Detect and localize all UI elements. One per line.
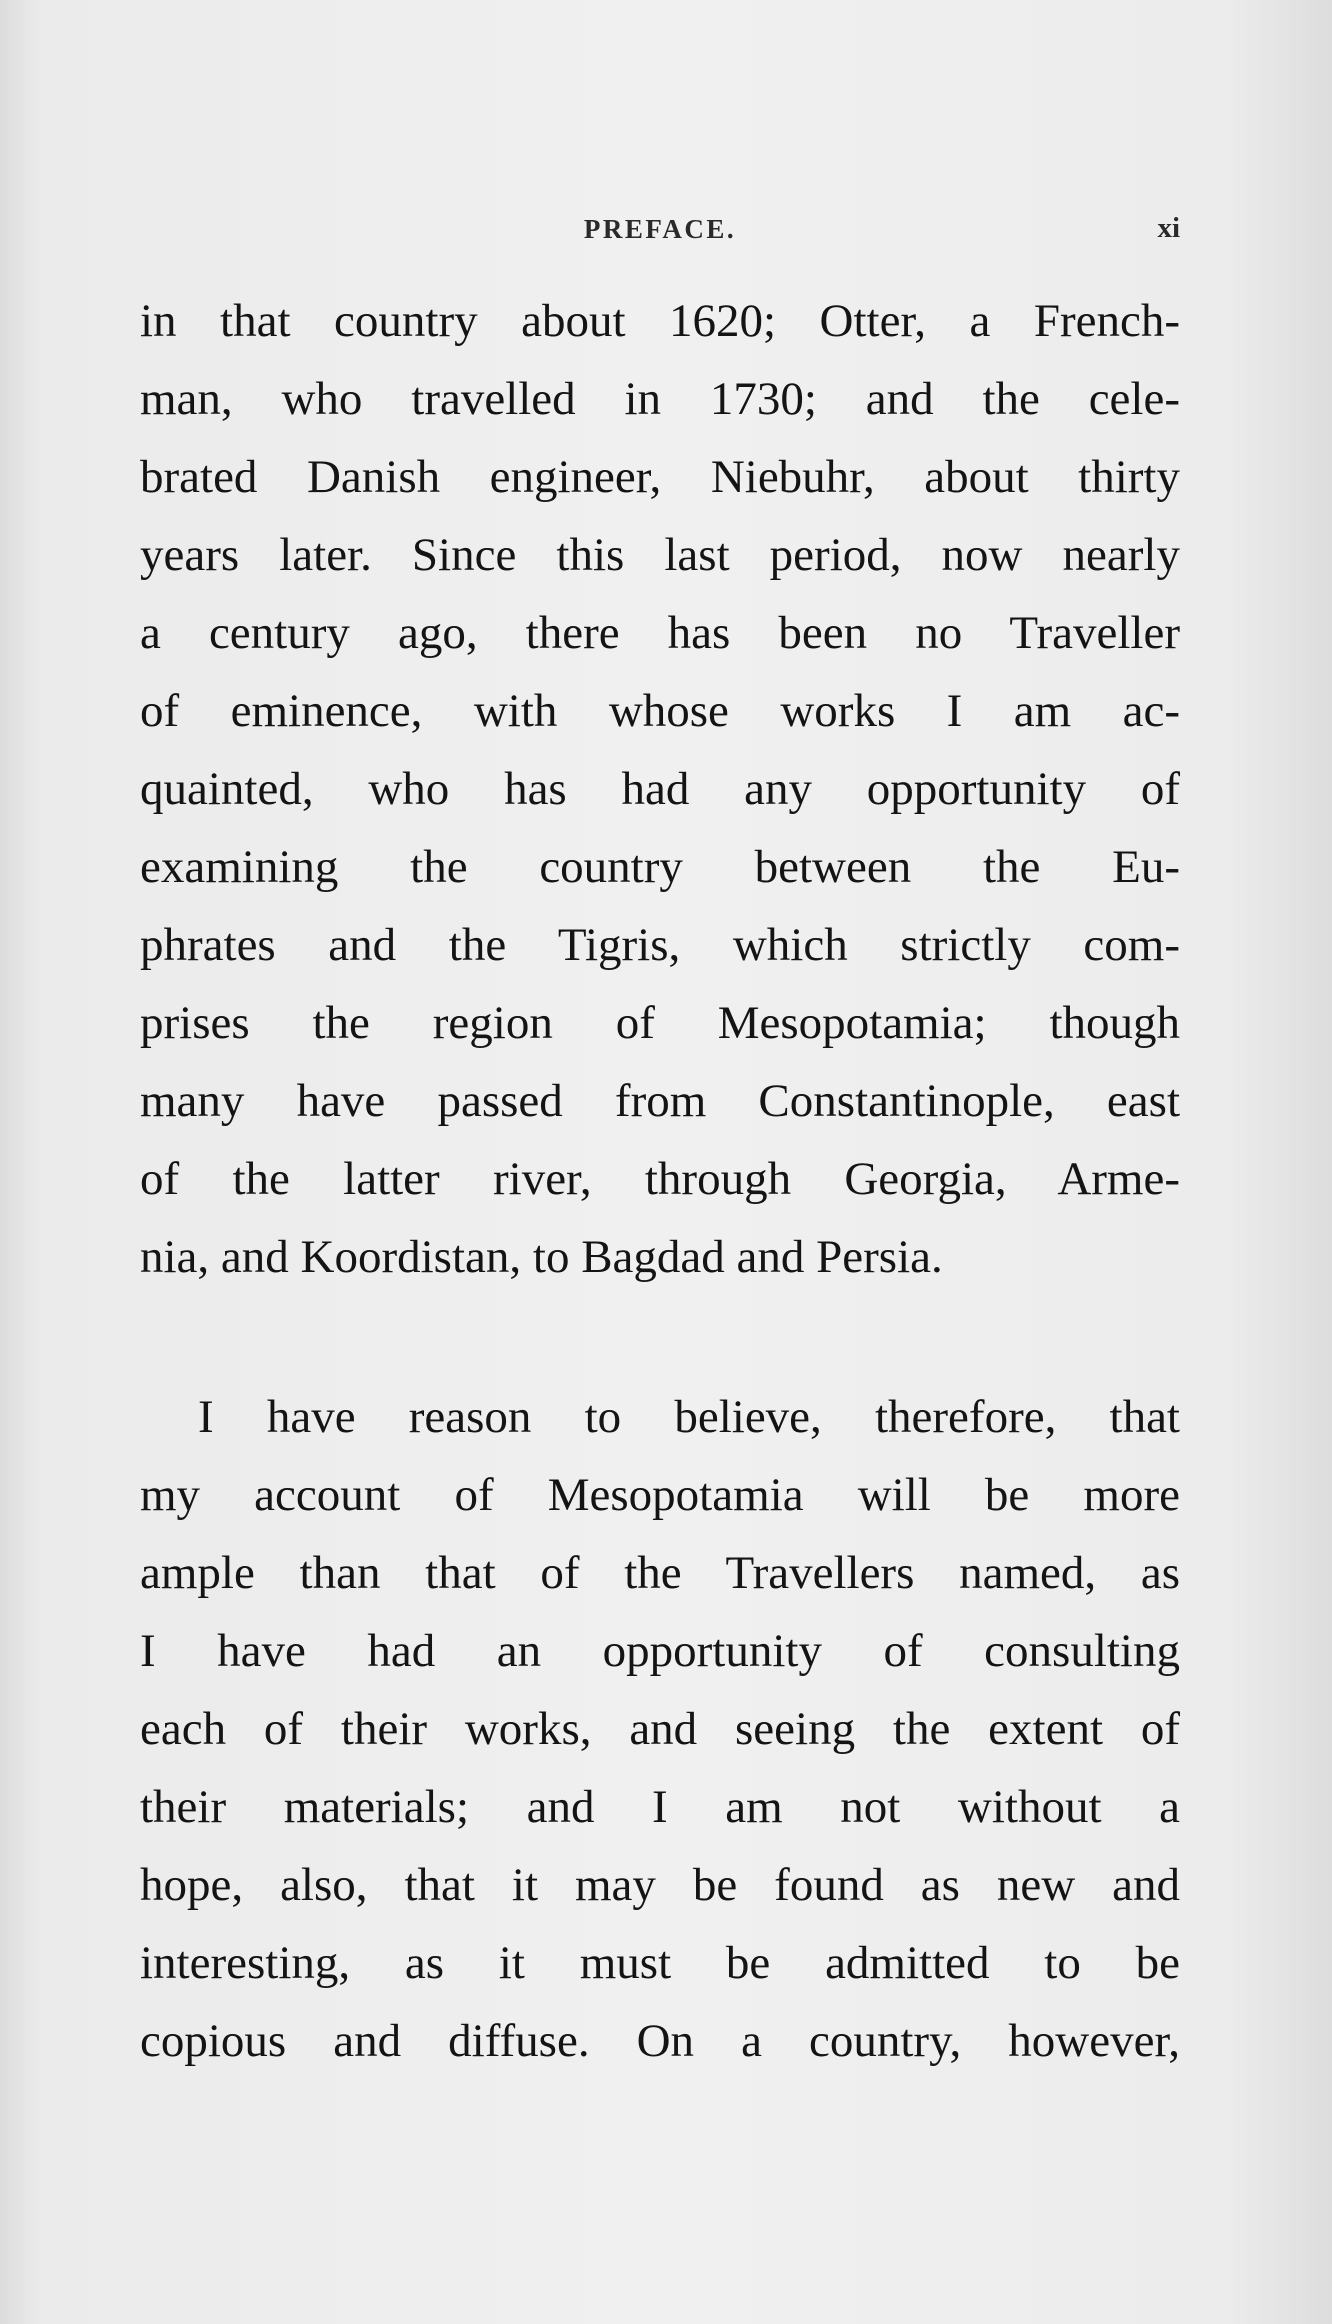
text-line: each of their works, and seeing the extent of: [140, 1703, 1180, 1755]
text-line: brated Danish engineer, Niebuhr, about thirty: [140, 451, 1180, 503]
running-head: [140, 212, 1180, 252]
text-line: a century ago, there has been no Traveller: [140, 607, 1180, 659]
text-line: years later. Since this last period, now nearly: [140, 529, 1180, 581]
text-line: prises the region of Mesopotamia; though: [140, 997, 1180, 1049]
text-line: quainted, who has had any opportunity of: [140, 763, 1180, 815]
text-line: phrates and the Tigris, which strictly com-: [140, 919, 1180, 971]
text-line: I have reason to believe, therefore, that: [198, 1391, 1180, 1443]
text-line: I have had an opportunity of consulting: [140, 1625, 1180, 1677]
page-number: xi: [1157, 212, 1180, 244]
paragraph-1: [140, 282, 1180, 1296]
text-line: hope, also, that it may be found as new and: [140, 1859, 1180, 1911]
text-line: ample than that of the Travellers named, as: [140, 1547, 1180, 1599]
text-line: nia, and Koordistan, to Bagdad and Persia.: [140, 1231, 943, 1283]
text-line: examining the country between the Eu-: [140, 841, 1180, 893]
text-line: their materials; and I am not without a: [140, 1781, 1180, 1833]
text-line: interesting, as it must be admitted to be: [140, 1937, 1180, 1989]
page-title: PREFACE.: [583, 214, 737, 244]
text-line: copious and diffuse. On a country, however,: [140, 2015, 1180, 2067]
paragraph-2: [140, 1378, 1180, 2080]
text-line: many have passed from Constantinople, east: [140, 1075, 1180, 1127]
text-line: of eminence, with whose works I am ac-: [140, 685, 1180, 737]
text-line: of the latter river, through Georgia, Arme-: [140, 1153, 1180, 1205]
text-line: in that country about 1620; Otter, a French-: [140, 295, 1180, 347]
text-line: man, who travelled in 1730; and the cele-: [140, 373, 1180, 425]
text-line: my account of Mesopotamia will be more: [140, 1469, 1180, 1521]
